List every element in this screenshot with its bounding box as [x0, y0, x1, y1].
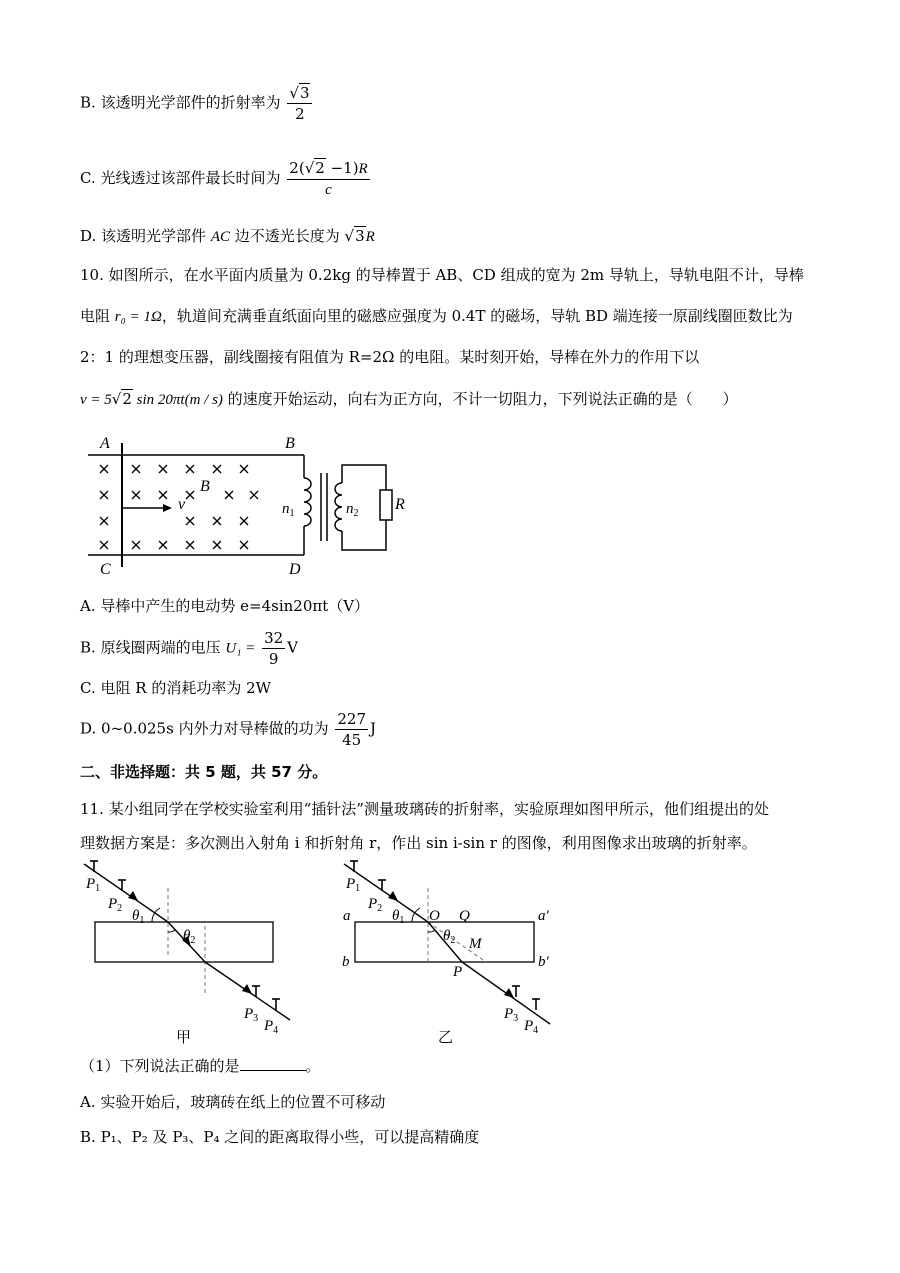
- q10-line-2: [80, 306, 793, 327]
- label-p2: $P_2$: [108, 896, 123, 914]
- figure-caption: 甲: [176, 1030, 192, 1046]
- label-n2: $n_2$: [346, 501, 359, 519]
- option-letter: D.: [80, 227, 97, 245]
- radicand: 3: [355, 227, 365, 245]
- option-letter: A.: [80, 1093, 96, 1111]
- text: 。: [305, 1057, 321, 1075]
- option-text: 0~0.025s 内外力对导棒做的功为: [101, 719, 329, 738]
- resistor: [380, 490, 392, 520]
- refraction-diagram-jia: [80, 858, 320, 1048]
- label-o: O: [429, 908, 440, 924]
- numerator: 3: [299, 84, 310, 102]
- label-p3: $P_3$: [244, 1006, 259, 1024]
- denominator: 2: [295, 105, 305, 123]
- option-text: 原线圈两端的电压: [100, 638, 221, 657]
- label-theta2: $\theta_2$: [443, 928, 456, 946]
- label-p4: $P_4$: [264, 1018, 279, 1036]
- denominator: 9: [268, 650, 279, 668]
- numerator: 32: [264, 629, 284, 647]
- denominator: 45: [342, 731, 362, 749]
- option-text: 边不透光长度为: [230, 227, 345, 245]
- numerator-radicand: 2: [315, 159, 325, 177]
- option-text: 实验开始后，玻璃砖在纸上的位置不可移动: [100, 1093, 386, 1111]
- q11-sub-question-1: [80, 1056, 321, 1076]
- q10-option-b: [80, 628, 298, 669]
- label-p4: $P_4$: [524, 1018, 539, 1036]
- label-theta1: $\theta_1$: [132, 908, 145, 926]
- label-n1: $n_1$: [282, 501, 295, 519]
- option-text: P₁、P₂ 及 P₃、P₄ 之间的距离取得小些，可以提高精确度: [100, 1128, 480, 1146]
- unit: J: [370, 719, 377, 738]
- label-p: P: [453, 964, 463, 980]
- figure-caption: 乙: [438, 1030, 454, 1046]
- label-a: A: [100, 435, 110, 452]
- radicand: 2: [122, 390, 132, 408]
- option-text: 导棒中产生的电动势 e=4sin20πt（V）: [100, 597, 370, 615]
- fraction: $\frac{2(√2 -1)R}{c}$: [289, 159, 368, 198]
- option-letter: C.: [80, 679, 96, 697]
- text: 的速度开始运动，向右为正方向，不计一切阻力，下列说法正确的是（ ）: [222, 390, 738, 408]
- text: ，轨道间充满垂直纸面向里的磁感应强度为 0.4T 的磁场，导轨 BD 端连接一原副线圈匝数比为: [161, 307, 793, 325]
- label-p1: $P_1$: [346, 876, 361, 894]
- secondary-coil: [335, 483, 342, 531]
- equation: r₀ = 1Ω: [114, 309, 162, 325]
- label-p1: $P_1$: [86, 876, 101, 894]
- text: （1）下列说法正确的是: [80, 1057, 240, 1075]
- label-b-prime: b′: [538, 954, 549, 970]
- q9-option-c: [80, 158, 372, 200]
- section-heading: 二、非选择题：共 5 题，共 57 分。: [80, 763, 328, 781]
- denominator: c: [325, 182, 332, 198]
- numerator-prefix: 2(: [289, 159, 305, 177]
- label-theta1: $\theta_1$: [392, 908, 405, 926]
- option-letter: B.: [80, 93, 96, 112]
- label-p3: $P_3$: [504, 1006, 519, 1024]
- option-letter: B.: [80, 1128, 96, 1146]
- primary-coil: [304, 478, 311, 526]
- numerator-suffix: −1): [325, 159, 359, 177]
- q10-line-1: 10. 如图所示，在水平面内质量为 0.2kg 的导棒置于 AB、CD 组成的宽为 2m 导轨上，导轨电阻不计，导棒: [80, 266, 804, 284]
- q9-option-d: D. 该透明光学部件 AC 边不透光长度为 √3R: [80, 227, 375, 245]
- numerator: 227: [337, 710, 366, 728]
- text: 电阻: [80, 307, 115, 325]
- q11-line-1: 11. 某小组同学在学校实验室利用“插针法”测量玻璃砖的折射率，实验原理如图甲所示，他们组提出的处: [80, 800, 769, 818]
- q10-option-c: [80, 678, 271, 698]
- q11-option-b: [80, 1127, 479, 1147]
- label-b: B: [285, 435, 295, 452]
- option-text: 电阻 R 的消耗功率为 2W: [100, 679, 272, 697]
- numerator-variable: R: [358, 161, 368, 177]
- equation: U₁ =: [225, 640, 256, 657]
- equation: sin 20πt(m / s): [132, 392, 223, 408]
- label-q: Q: [459, 908, 470, 924]
- option-letter: B.: [80, 638, 96, 657]
- label-field-b: B: [200, 478, 210, 495]
- refraction-diagram-yi: [338, 858, 578, 1048]
- q10-option-d: [80, 709, 376, 750]
- label-velocity: v: [178, 496, 186, 513]
- label-m: M: [469, 936, 482, 952]
- q11-option-a: [80, 1092, 385, 1112]
- q10-line-3: 2：1 的理想变压器，副线圈接有阻值为 R=2Ω 的电阻。某时刻开始，导棒在外力的作用下以: [80, 348, 700, 366]
- answer-blank[interactable]: [240, 1056, 306, 1071]
- q9-option-b: [80, 83, 314, 124]
- label-a: a: [343, 908, 351, 924]
- label-r: R: [395, 496, 405, 513]
- label-d: D: [289, 561, 301, 578]
- label-c: C: [100, 561, 111, 578]
- label-p2: $P_2$: [368, 896, 383, 914]
- fraction: $\frac{√3}{2}$: [287, 83, 312, 124]
- equation: v = 5: [80, 392, 112, 408]
- rail-transformer-diagram: [80, 433, 420, 583]
- unit: V: [287, 638, 299, 657]
- option-text: 该透明光学部件的折射率为: [100, 93, 281, 112]
- label-a-prime: a′: [538, 908, 549, 924]
- option-letter: C.: [80, 169, 96, 187]
- q11-line-2: 理数据方案是：多次测出入射角 i 和折射角 r，作出 sin i-sin r 的图像，利用图像求出玻璃的折射率。: [80, 834, 757, 852]
- q10-option-a: [80, 596, 369, 616]
- fraction: [262, 628, 285, 669]
- fraction: [335, 709, 368, 750]
- variable: R: [365, 229, 375, 245]
- option-letter: D.: [80, 719, 97, 738]
- option-letter: A.: [80, 597, 96, 615]
- label-theta2: $\theta_2$: [183, 928, 196, 946]
- option-text: 光线透过该部件最长时间为: [100, 169, 281, 187]
- q10-line-4: v = 5√2 sin 20πt(m / s) 的速度开始运动，向右为正方向，不计一切阻力，下列说法正确的是（ ）: [80, 390, 738, 408]
- variable: AC: [210, 229, 230, 245]
- label-b: b: [342, 954, 350, 970]
- option-text: 该透明光学部件: [101, 227, 211, 245]
